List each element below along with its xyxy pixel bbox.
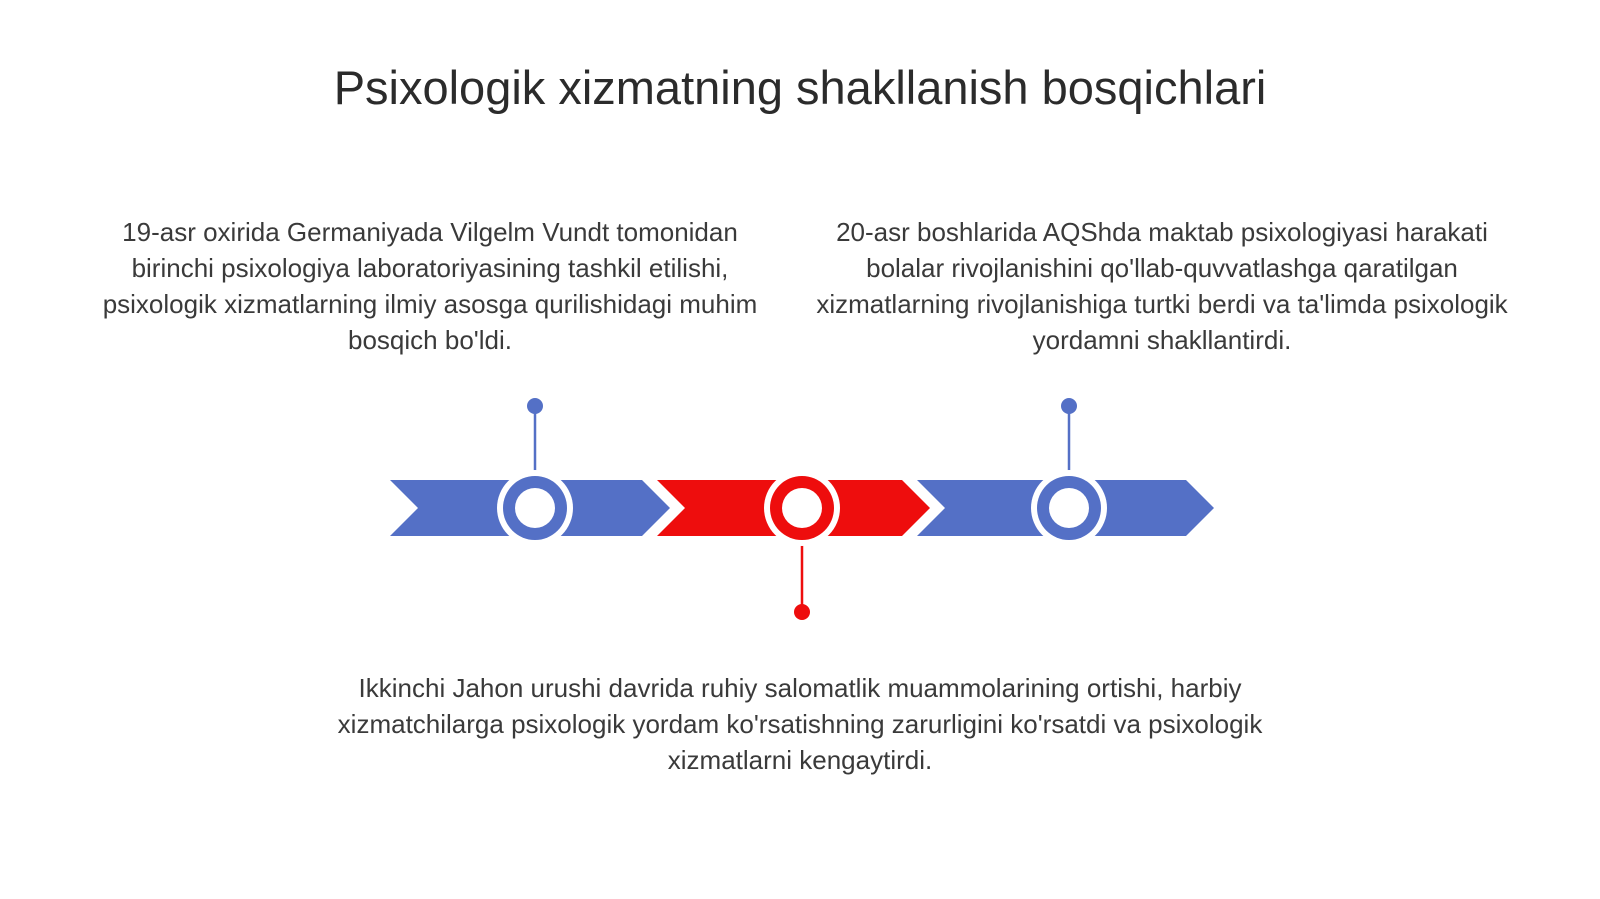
milestone-2-marker	[764, 470, 840, 620]
slide-title: Psixologik xizmatning shakllanish bosqichlari	[333, 61, 1267, 114]
milestone-1-dot	[527, 398, 543, 414]
milestone-3-text: 20-asr boshlarida AQShda maktab psixologiyasi harakati bolalar rivojlanishini qo'llab-quvvatlashga qaratilgan xizmatlarning rivojlanishiga turtki berdi va ta'limda psixologik yordamni shakllantirdi.	[816, 217, 1508, 355]
milestone-1-ring-center	[515, 488, 555, 528]
milestone-1-text: 19-asr oxirida Germaniyada Vilgelm Vundt tomonidan birinchi psixologiya laboratoriyasining tashkil etilishi, psixologik xizmatlarning ilmiy asosga qurilishidagi muhim bosqich bo'ldi.	[102, 217, 758, 355]
milestone-2-text: Ikkinchi Jahon urushi davrida ruhiy salomatlik muammolarining ortishi, harbiy xizmatchilarga psixologik yordam ko'rsatishning zarurligini ko'rsatdi va psixologik xizmatlarni kengaytirdi.	[337, 673, 1263, 775]
milestone-1-marker	[497, 398, 573, 546]
milestone-3-marker	[1031, 398, 1107, 546]
milestone-2-dot	[794, 604, 810, 620]
milestone-2-ring-center	[782, 488, 822, 528]
milestone-3-dot	[1061, 398, 1077, 414]
milestone-3-ring-center	[1049, 488, 1089, 528]
